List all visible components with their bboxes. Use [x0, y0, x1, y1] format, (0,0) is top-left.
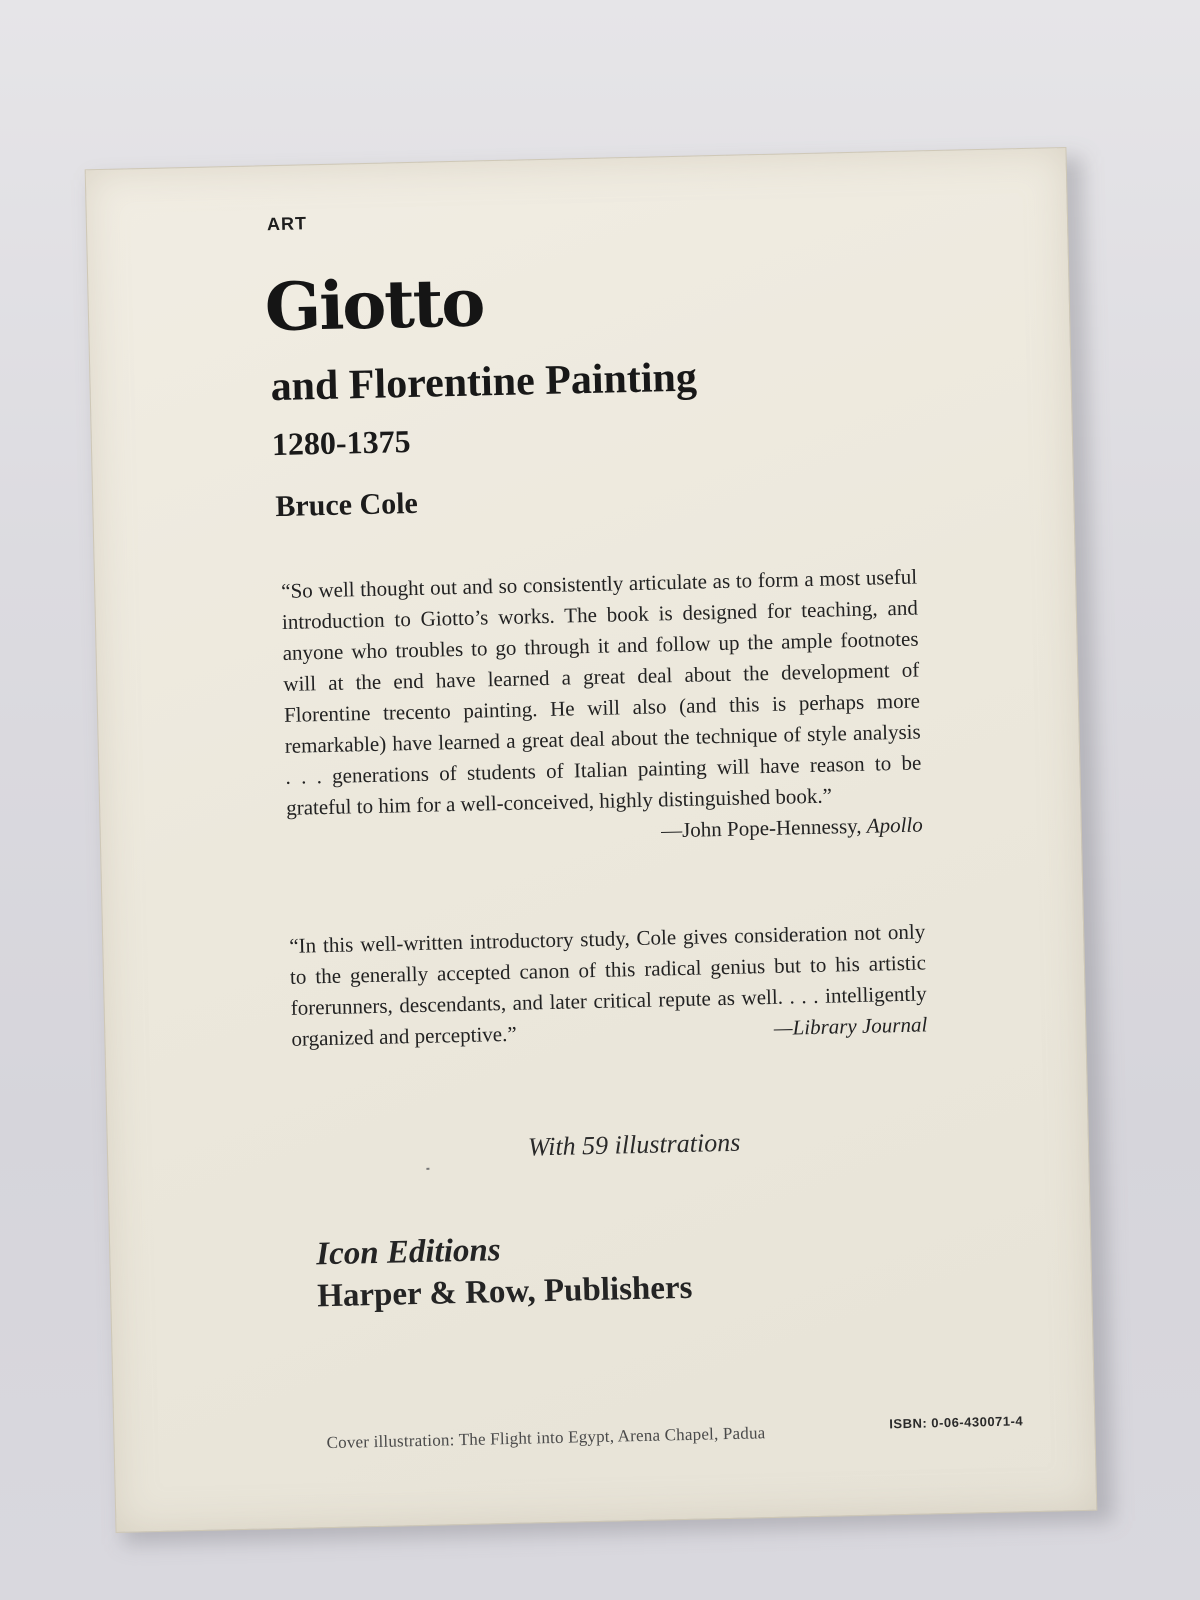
book-dates: 1280-1375: [271, 422, 411, 463]
review-attribution-name: —John Pope-Hennessy,: [660, 813, 868, 843]
review-attribution: [661, 809, 923, 846]
book-author: Bruce Cole: [274, 486, 419, 524]
book-back-cover: [85, 147, 1098, 1533]
series-name: Icon Editions: [315, 1232, 502, 1273]
cover-illustration-credit: Cover illustration: The Flight into Egypt, Arena Chapel, Padua: [326, 1423, 766, 1453]
review-quote-pope-hennessy: [281, 562, 923, 855]
paper-speck: [426, 1168, 429, 1170]
review-quote-library-journal: [289, 916, 928, 1054]
review-attribution: [774, 1009, 928, 1043]
book-title: Giotto: [263, 263, 485, 347]
review-quote-text: “So well thought out and so consistently articulate as to form a most useful introduction to Giotto’s works. The book is designed for teaching, and anyone who troubles to go through it and follow up the ample footnotes will at the end have learned a great deal about the development of Florentine trecento painting. He will also (and this is perhaps more remarkable) have learned a great deal about the technique of style analysis . . . generations of students of Italian painting will have reason to be grateful to him for a well-conceived, highly distinguished book.”: [280, 564, 922, 820]
publisher-imprint: [316, 1225, 693, 1317]
review-attribution-source: Apollo: [866, 812, 924, 838]
isbn: ISBN: 0-06-430071-4: [889, 1413, 1024, 1432]
book-subtitle: and Florentine Painting: [270, 354, 698, 411]
review-quote-text: “In this well-written introductory study, Cole gives consideration not only to the generally accepted canon of this radical genius but to his artistic forerunners, descendants, and later critical repute as well. . . . intelligently organized and perceptive.”: [289, 919, 927, 1051]
category-label: ART: [266, 213, 308, 235]
illustrations-note: With 59 illustrations: [527, 1127, 741, 1162]
review-attribution-source: —Library Journal: [773, 1012, 928, 1040]
publisher-name: Harper & Row, Publishers: [316, 1269, 693, 1315]
